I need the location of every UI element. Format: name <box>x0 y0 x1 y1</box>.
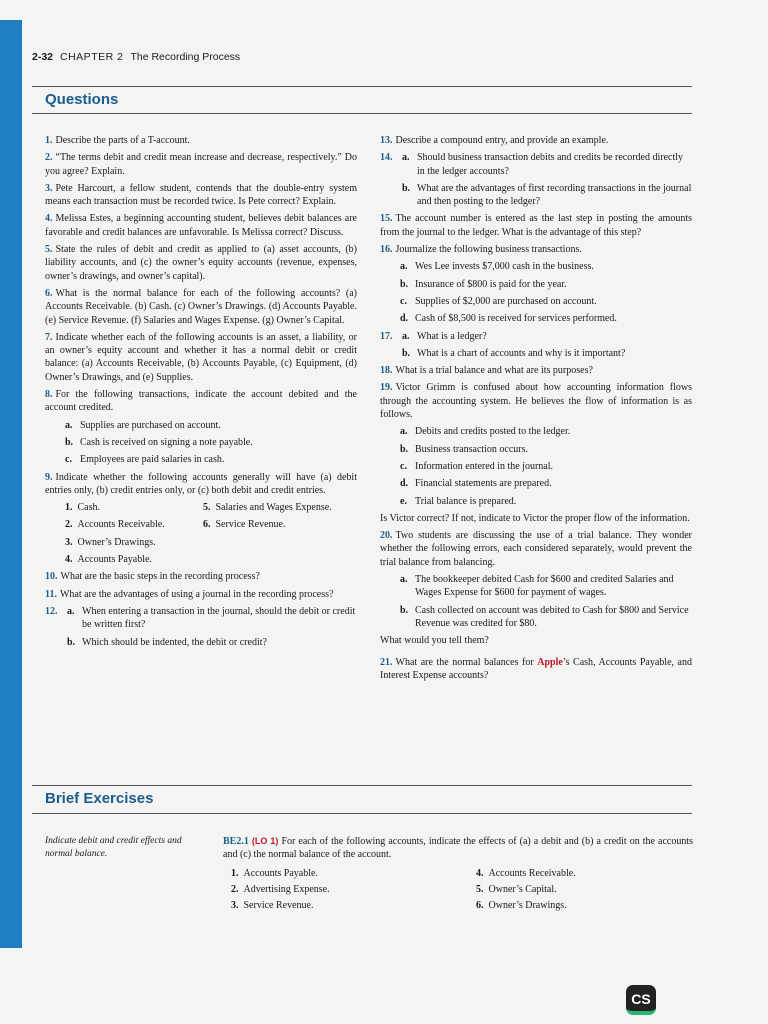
question-17b: b. What is a chart of accounts and why is it important? <box>402 347 626 359</box>
question-8-items <box>45 419 357 467</box>
question-3: 3. Pete Harcourt, a fellow student, contends that the double-entry system means each transaction must be recorded twice. Is Pete correct? Explain. <box>45 182 357 208</box>
page-number: 2-32 <box>32 51 54 63</box>
exercise-id: BE2.1 <box>223 836 249 847</box>
divider <box>32 113 692 114</box>
exercise-be2-1 <box>223 835 693 912</box>
question-7: 7. Indicate whether each of the following accounts is an asset, a liability, or an owner’s equity account and whether it has a normal debit or credit balance: (a) Accounts Receivable, (b) Accounts Payable, (c) Equipment, (d) Owner’s Drawings, and (e) Supplies. <box>45 331 357 383</box>
list-item: 3. Owner’s Drawings. <box>65 536 156 548</box>
list-item: a. The bookkeeper debited Cash for $600 and credited Salaries and Wages Expense for $600 for payment of wages. <box>400 574 674 599</box>
question-12: 12. a. When entering a transaction in the journal, should the debit or credit be written first? <box>45 605 356 631</box>
learning-objective: (LO 1) <box>251 836 279 846</box>
questions-left-column <box>45 134 357 653</box>
list-item: 1. Accounts Payable. <box>231 867 318 879</box>
list-item: 6. Owner’s Drawings. <box>476 900 567 912</box>
question-12b: b. Which should be indented, the debit or credit? <box>67 636 267 648</box>
list-item: 3. Service Revenue. <box>231 900 314 912</box>
list-item: a. Debits and credits posted to the ledger. <box>400 426 571 438</box>
divider <box>32 86 692 87</box>
question-20: 20. Two students are discussing the use of a trial balance. They wonder whether the following errors, each considered separately, would prevent the trial balance from balancing. <box>380 530 692 568</box>
question-13: 13. Describe a compound entry, and provide an example. <box>380 135 609 146</box>
list-item: a. Wes Lee invests $7,000 cash in the business. <box>400 261 594 273</box>
question-14b: b. What are the advantages of first recording transactions in the journal and then posting to the ledger? <box>402 182 692 208</box>
exercise-prompt: BE2.1 (LO 1) For each of the following accounts, indicate the effects of (a) a debit and (b) a credit on the accounts and (c) the normal balance of the account. <box>223 836 694 861</box>
camscanner-logo-icon: CS <box>626 985 656 1015</box>
list-item: 2. Accounts Receivable. <box>65 519 165 531</box>
question-17: 17. a. What is a ledger? <box>380 330 487 342</box>
list-item: e. Trial balance is prepared. <box>400 495 517 507</box>
list-item: 5. Owner’s Capital. <box>476 883 557 895</box>
list-item <box>203 536 343 549</box>
list-item: c. Information entered in the journal. <box>400 460 554 472</box>
question-16-items <box>380 260 692 325</box>
list-item: a. Supplies are purchased on account. <box>65 419 221 431</box>
question-10: 10. What are the basic steps in the recording process? <box>45 571 260 583</box>
exercise-side-note: Indicate debit and credit effects and normal balance. <box>45 836 182 859</box>
question-20-items <box>380 573 692 630</box>
page-header <box>32 51 240 63</box>
question-16: 16. Journalize the following business transactions. <box>380 244 582 256</box>
list-item: 2. Advertising Expense. <box>231 883 330 895</box>
question-11: 11. What are the advantages of using a journal in the recording process? <box>45 588 334 600</box>
list-item: b. Cash is received on signing a note payable. <box>65 436 253 448</box>
questions-heading: Questions <box>45 91 119 108</box>
question-20-closing: What would you tell them? <box>380 635 489 647</box>
list-item: b. Insurance of $800 is paid for the year. <box>400 278 567 290</box>
question-1: 1. Describe the parts of a T-account. <box>45 135 190 146</box>
list-item: 6. Service Revenue. <box>203 519 286 531</box>
company-name: Apple <box>537 656 563 668</box>
list-item: d. Financial statements are prepared. <box>400 478 552 490</box>
list-item: c. Employees are paid salaries in cash. <box>65 454 225 466</box>
question-21: 21. What are the normal balances for Apple’s Cash, Accounts Payable, and Interest Expense accounts? <box>380 656 692 681</box>
question-18: 18. What is a trial balance and what are its purposes? <box>380 365 593 377</box>
divider <box>32 813 692 814</box>
list-item: c. Supplies of $2,000 are purchased on account. <box>400 295 597 307</box>
question-6: 6. What is the normal balance for each of the following accounts? (a) Accounts Receivable. (b) Cash. (c) Owner’s Drawings. (d) Accounts Payable. (e) Service Revenue. (f) Salaries and Wages Expense. (g) Owner’s Capital. <box>45 287 357 326</box>
question-4: 4. Melissa Estes, a beginning accounting student, believes debit balances are favorable and credit balances are unfavorable. Is Melissa correct? Discuss. <box>45 213 357 238</box>
question-9: 9. Indicate whether the following accounts generally will have (a) debit entries only, (b) credit entries only, or (c) both debit and credit entries. <box>45 471 357 496</box>
blue-side-bar <box>0 20 22 948</box>
question-19: 19. Victor Grimm is confused about how accounting information flows through the accounting system. He believes the flow of information is as follows. <box>380 382 692 421</box>
question-9-items <box>45 501 357 566</box>
list-item: 4. Accounts Payable. <box>65 554 152 566</box>
chapter-label: CHAPTER 2 <box>60 51 124 63</box>
list-item <box>203 553 343 566</box>
list-item: b. Business transaction occurs. <box>400 443 529 455</box>
chapter-title: The Recording Process <box>130 51 241 63</box>
question-15: 15. The account number is entered as the last step in posting the amounts from the journal to the ledger. What is the advantage of this step? <box>380 213 692 238</box>
list-item: d. Cash of $8,500 is received for services performed. <box>400 313 617 325</box>
list-item: 1. Cash. <box>65 502 100 514</box>
question-14: 14. a. Should business transaction debits and credits be recorded directly in the ledger accounts? <box>380 152 684 177</box>
list-item: 5. Salaries and Wages Expense. <box>203 502 332 514</box>
list-item: 4. Accounts Receivable. <box>476 867 576 879</box>
question-19-closing: Is Victor correct? If not, indicate to Victor the proper flow of the information. <box>380 512 690 524</box>
question-2: 2. “The terms debit and credit mean increase and decrease, respectively.” Do you agree? Explain. <box>45 152 357 177</box>
divider <box>32 785 692 786</box>
question-8: 8. For the following transactions, indicate the account debited and the account credited. <box>45 389 357 414</box>
question-19-items <box>380 425 692 507</box>
question-5: 5. State the rules of debit and credit as applied to (a) asset accounts, (b) liability accounts, and (c) the owner’s equity accounts (revenue, expenses, owner’s drawings, and owner’s capital). <box>45 244 357 282</box>
questions-right-column <box>380 134 692 686</box>
exercise-items <box>223 867 693 913</box>
list-item: b. Cash collected on account was debited to Cash for $800 and Service Revenue was credited for $80. <box>400 604 689 629</box>
brief-exercises-heading: Brief Exercises <box>45 790 154 807</box>
